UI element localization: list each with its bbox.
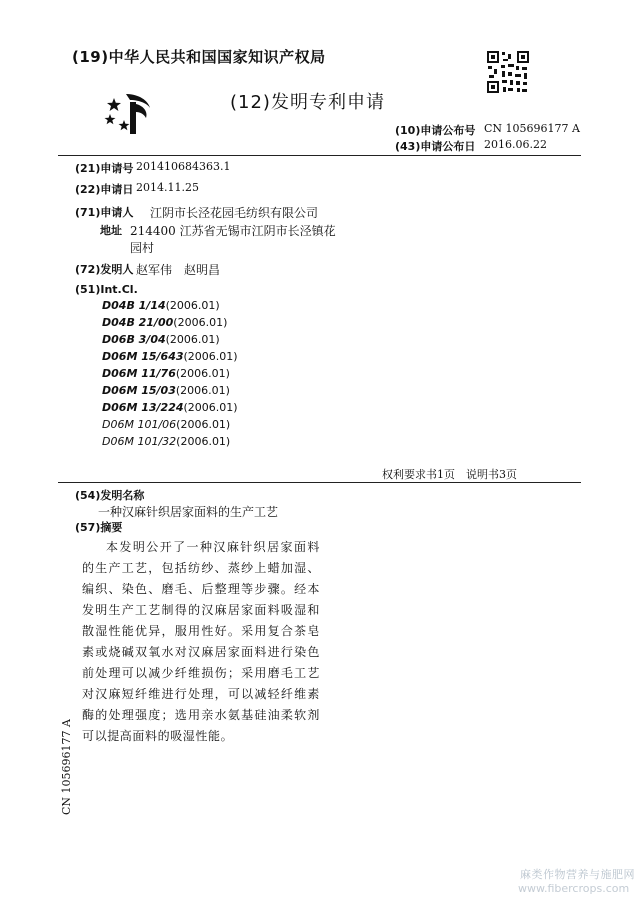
application-number: 201410684363.1 [136, 160, 231, 173]
biblio-divider [58, 482, 581, 483]
intcl-entry [102, 418, 230, 431]
intcl-version: (2006.01) [175, 384, 230, 397]
intcl-entry [102, 333, 220, 346]
intcl-class: D06B 3/04 [102, 333, 166, 346]
pages-note: 权利要求书1页 说明书3页 [382, 468, 517, 481]
applicant-name: 江阴市长泾花园毛纺织有限公司 [150, 206, 319, 220]
watermark-text: 麻类作物营养与施肥网 [520, 868, 635, 881]
inventor-label: (72)发明人 [75, 263, 134, 276]
intcl-version: (2006.01) [165, 299, 220, 312]
intcl-version: (2006.01) [165, 333, 220, 346]
intcl-entry [102, 299, 220, 312]
intcl-version: (2006.01) [183, 401, 238, 414]
intcl-version: (2006.01) [176, 418, 231, 431]
intcl-label: (51)Int.Cl. [75, 283, 138, 296]
document-type: (12)发明专利申请 [230, 92, 385, 113]
invention-title: 一种汉麻针织居家面料的生产工艺 [98, 505, 279, 519]
address-line-2: 园村 [130, 241, 155, 255]
publication-date: 2016.06.22 [484, 138, 547, 151]
intcl-class: D06M 15/643 [102, 350, 184, 363]
invention-title-label: (54)发明名称 [75, 489, 145, 502]
intcl-entry [102, 435, 230, 448]
intcl-class: D04B 21/00 [102, 316, 174, 329]
side-publication-number: CN 105696177 A [60, 719, 73, 815]
header-divider [58, 155, 581, 156]
intcl-entry [102, 401, 238, 414]
office-name: (19)中华人民共和国国家知识产权局 [72, 48, 326, 66]
watermark-url: www.fibercrops.com [518, 882, 630, 895]
intcl-class: D06M 101/32 [102, 435, 177, 448]
application-number-label: (21)申请号 [75, 162, 134, 175]
address-label: 地址 [100, 224, 122, 237]
intcl-version: (2006.01) [175, 367, 230, 380]
qr-code [486, 50, 530, 94]
intcl-class: D06M 101/06 [102, 418, 177, 431]
intcl-class: D04B 1/14 [102, 299, 166, 312]
abstract-text: 本发明公开了一种汉麻针织居家面料的生产工艺，包括纺纱、蒸纱上蜡加湿、编织、染色、磨毛、后整理等步骤。经本发明生产工艺制得的汉麻居家面料吸湿和散湿性能优异，服用性好。采用复合茶皂素或烧碱双氧水对汉麻居家面料进行染色前处理可以减少纤维损伤；采用磨毛工艺对汉麻短纤维进行处理，可以减轻纤维素酶的处理强度；选用亲水氨基硅油柔软剂可以提高面料的吸湿性能。 [82, 540, 320, 743]
intcl-version: (2006.01) [176, 435, 231, 448]
intcl-entry [102, 316, 227, 329]
intcl-entry [102, 384, 230, 397]
publication-date-label: (43)申请公布日 [395, 140, 476, 153]
inventors: 赵军伟 赵明昌 [136, 263, 221, 277]
address-line-1: 214400 江苏省无锡市江阴市长泾镇花 [130, 224, 336, 238]
intcl-class: D06M 13/224 [102, 401, 184, 414]
intcl-version: (2006.01) [183, 350, 238, 363]
intcl-class: D06M 11/76 [102, 367, 176, 380]
publication-number-label: (10)申请公布号 [395, 124, 476, 137]
intcl-entry [102, 350, 238, 363]
intcl-entry [102, 367, 230, 380]
applicant-label: (71)申请人 [75, 206, 134, 219]
application-date: 2014.11.25 [136, 181, 199, 194]
sipo-logo [104, 92, 154, 136]
intcl-version: (2006.01) [173, 316, 228, 329]
application-date-label: (22)申请日 [75, 183, 134, 196]
abstract-label: (57)摘要 [75, 521, 123, 534]
publication-number: CN 105696177 A [484, 122, 580, 135]
intcl-class: D06M 15/03 [102, 384, 176, 397]
